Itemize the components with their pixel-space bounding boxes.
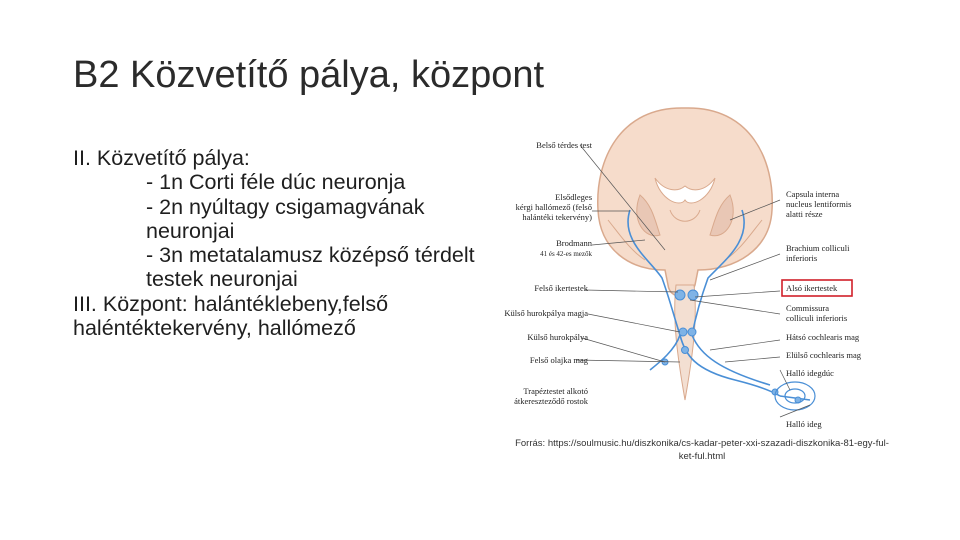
label-colliculi-inferioris: colliculi inferioris [786,313,848,323]
label-inferioris: inferioris [786,253,818,263]
body-line-heading: II. Közvetítő pálya: [73,146,250,170]
label-brodmann-fields: 41 és 42-es mezők [540,250,592,258]
label-kergi-hallomezo: kérgi hallómező (felső [515,202,592,212]
right-labels [782,189,862,429]
body-line-center: III. Központ: halántéklebeny,felső haléntéktekervény, hallómező [73,291,389,341]
label-hallo-idegdac: Halló idegdúc [786,368,834,378]
left-labels [504,140,592,406]
label-brodmann: Brodmann [556,238,592,248]
label-felso-ikertestek: Felső ikertestek [534,283,588,293]
label-nucleus-lentiformis: nucleus lentiformis [786,199,852,209]
label-hatso-cochlearis-mag: Hátsó cochlearis mag [786,332,860,342]
label-also-ikertestek: Alsó ikertestek [786,283,838,293]
body-line-neuron-3: - 3n metatalamusz középső térdelt testek neuronjai [146,243,475,292]
label-trapeztest: Trapéztestet alkotó [523,386,588,396]
brain-section [598,108,772,400]
label-commissura: Commissura [786,303,829,313]
label-kulso-hurokpalya-magja: Külső hurokpálya magja [504,308,588,318]
label-brachium-colliculi: Brachium colliculi [786,243,850,253]
label-belso-terdes-test: Belső térdes test [536,140,592,150]
label-capsula-interna: Capsula interna [786,189,840,199]
auditory-pathway-diagram [480,100,900,430]
slide-body [73,146,493,340]
label-kulso-hurokpalya: Külső hurokpálya [527,332,588,342]
source-caption: Forrás: https://soulmusic.hu/diszkonika/cs-kadar-peter-xxi-szazadi-diszkonika-81-egy-ful-ket-ful.html [515,438,889,462]
label-elsodleges: Elsődleges [555,192,592,202]
label-felso-olajka-mag: Felső olajka mag [529,355,588,365]
slide-title: B2 Közvetítő pálya, központ [73,54,545,96]
body-line-neuron-2: - 2n nyúltagy csigamagvának neuronjai [146,194,425,243]
label-halantaki-tekerveny: halántéki tekervény) [522,212,592,222]
label-alatti-resze: alatti része [786,209,823,219]
label-elulso-cochlearis-mag: Elülső cochlearis mag [786,350,862,360]
auditory-pathway-figure [480,100,900,430]
body-line-neuron-1: - 1n Corti féle dúc neuronja [146,170,406,195]
label-hallo-ideg: Halló ideg [786,419,822,429]
label-atkeresztezodo-rostok: átkereszteződő rostok [514,396,588,406]
